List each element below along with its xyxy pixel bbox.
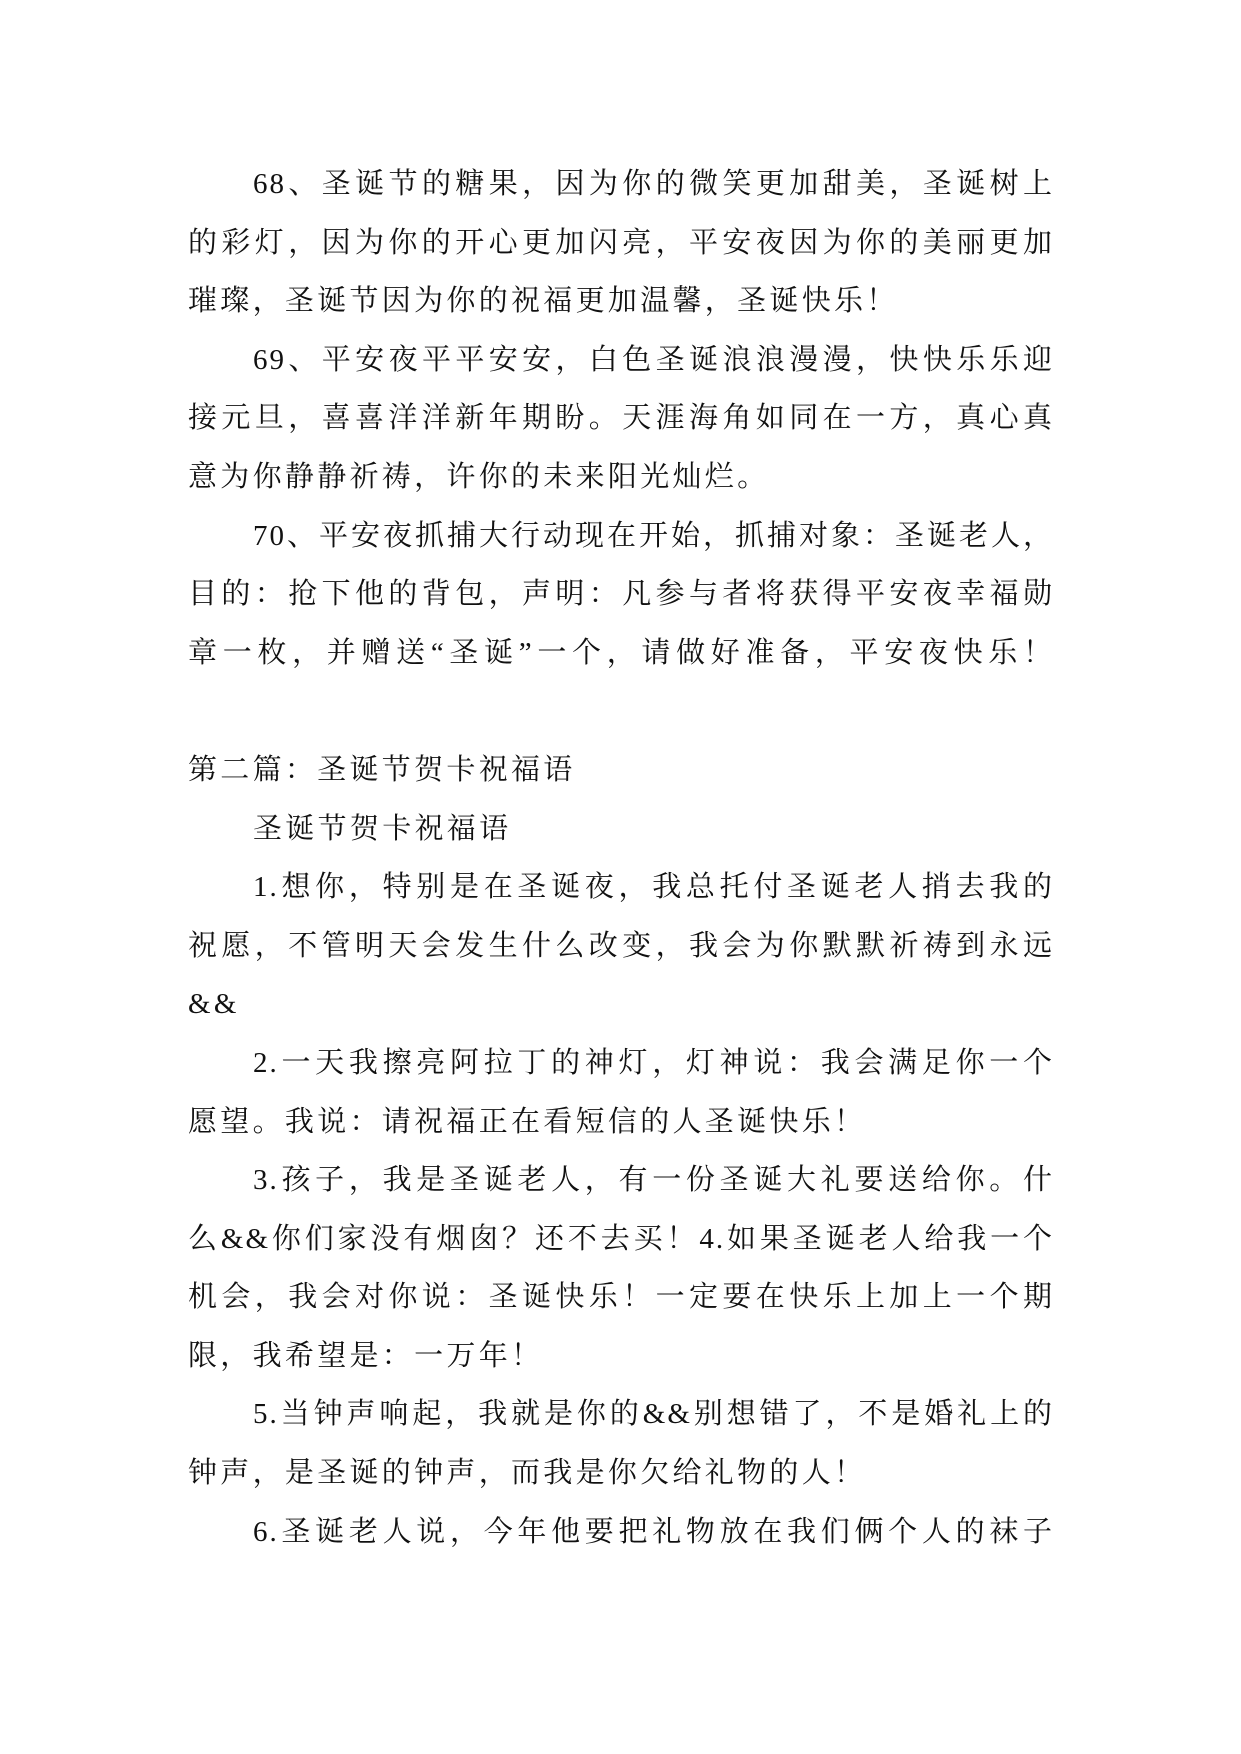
paragraph-line: 钟声，是圣诞的钟声，而我是你欠给礼物的人！ (188, 1457, 867, 1490)
paragraph-line: 3.孩子，我是圣诞老人，有一份圣诞大礼要送给你。什 (253, 1164, 1054, 1197)
paragraph-line: 愿望。我说：请祝福正在看短信的人圣诞快乐！ (188, 1105, 867, 1138)
paragraph-line: 章一枚，并赠送“圣诞”一个，请做好准备，平安夜快乐！ (188, 636, 1054, 669)
greeting-paragraph (188, 507, 1054, 683)
section-subtitle: 圣诞节贺卡祝福语 (253, 812, 512, 845)
paragraph-line: 祝愿，不管明天会发生什么改变，我会为你默默祈祷到永远 (188, 929, 1054, 962)
paragraph-line: 接元旦，喜喜洋洋新年期盼。天涯海角如同在一方，真心真 (188, 402, 1054, 435)
greeting-paragraph (188, 331, 1054, 507)
paragraph-line: 68、圣诞节的糖果，因为你的微笑更加甜美，圣诞树上 (253, 168, 1054, 200)
paragraph-line: 的彩灯，因为你的开心更加闪亮，平安夜因为你的美丽更加 (188, 226, 1054, 259)
paragraph-line: 70、平安夜抓捕大行动现在开始，抓捕对象：圣诞老人， (253, 519, 1054, 552)
greeting-paragraph (188, 1503, 1054, 1562)
paragraph-line: 5.当钟声响起，我就是你的&&别想错了，不是婚礼上的 (253, 1398, 1054, 1431)
paragraph-line: 意为你静静祈祷，许你的未来阳光灿烂。 (188, 460, 770, 493)
greeting-paragraph (188, 1034, 1054, 1151)
paragraph-line: 么&&你们家没有烟囱？还不去买！4.如果圣诞老人给我一个 (188, 1222, 1054, 1255)
greeting-paragraph (188, 1385, 1054, 1502)
greeting-paragraph (188, 858, 1054, 1034)
paragraph-line: 机会，我会对你说：圣诞快乐！一定要在快乐上加上一个期 (188, 1281, 1054, 1314)
paragraph-line: 6.圣诞老人说，今年他要把礼物放在我们俩个人的袜子 (253, 1515, 1054, 1548)
paragraph-line: 2.一天我擦亮阿拉丁的神灯，灯神说：我会满足你一个 (253, 1046, 1054, 1079)
paragraph-line: 璀璨，圣诞节因为你的祝福更加温馨，圣诞快乐！ (188, 285, 899, 318)
paragraph-line: 限，我希望是：一万年！ (188, 1339, 544, 1372)
paragraph-line: 69、平安夜平平安安，白色圣诞浪浪漫漫，快快乐乐迎 (253, 343, 1054, 376)
section-second (188, 741, 1054, 1561)
greeting-paragraph (188, 1151, 1054, 1385)
section-heading: 第二篇：圣诞节贺卡祝福语 (188, 753, 576, 786)
paragraph-line: && (188, 988, 240, 1021)
paragraph-line: 目的：抢下他的背包，声明：凡参与者将获得平安夜幸福勋 (188, 578, 1054, 611)
greeting-paragraph (188, 155, 1054, 331)
document-body (188, 155, 1054, 1561)
blank-line (188, 682, 1054, 741)
paragraph-line: 1.想你，特别是在圣诞夜，我总托付圣诞老人捎去我的 (253, 871, 1054, 904)
